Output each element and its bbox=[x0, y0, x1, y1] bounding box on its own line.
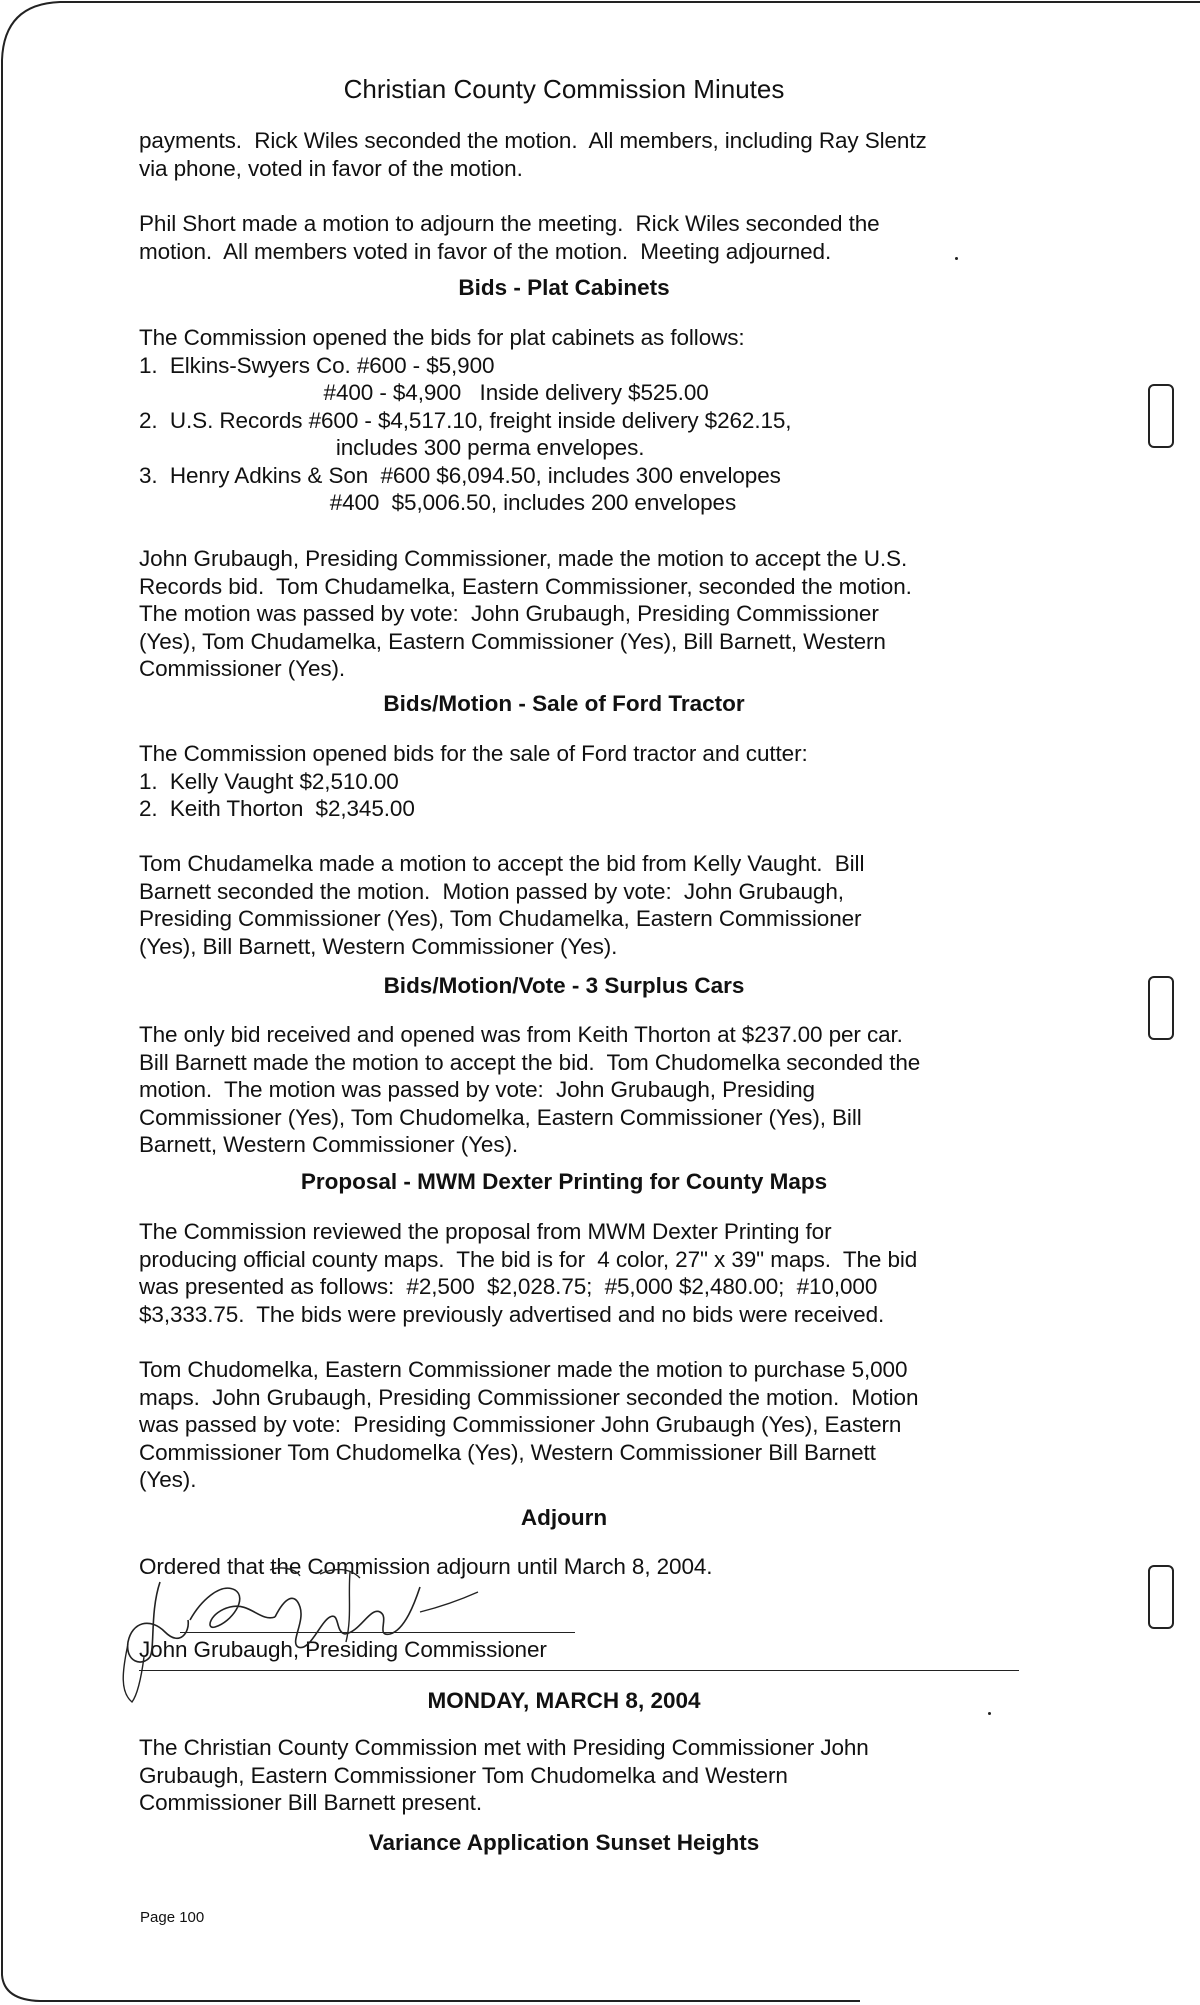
text-line: Presiding Commissioner (Yes), Tom Chudamelka, Eastern Commissioner bbox=[139, 906, 862, 931]
paragraph-motion-payments bbox=[139, 127, 1019, 182]
heading-county-maps-proposal: Proposal - MWM Dexter Printing for County Maps bbox=[300, 1169, 828, 1194]
text-line: The Commission opened the bids for plat cabinets as follows: bbox=[139, 325, 745, 350]
text-line: The only bid received and opened was from Keith Thorton at $237.00 per car. bbox=[139, 1022, 903, 1047]
text-line: Commissioner (Yes), Tom Chudomelka, Eastern Commissioner (Yes), Bill bbox=[139, 1104, 862, 1130]
binder-hole-bottom bbox=[1148, 1565, 1174, 1629]
text-line: The Commission opened bids for the sale of Ford tractor and cutter: bbox=[139, 741, 808, 766]
text-line: John Grubaugh, Presiding Commissioner, made the motion to accept the U.S. bbox=[139, 546, 908, 571]
text-line: (Yes). bbox=[139, 1467, 197, 1492]
heading-sale-of-ford-tractor: Bids/Motion - Sale of Ford Tractor bbox=[383, 691, 745, 716]
text-line: was passed by vote: Presiding Commissioner John Grubaugh (Yes), Eastern bbox=[139, 1412, 902, 1437]
text-line: John Grubaugh, Presiding Commissioner bbox=[139, 1637, 547, 1662]
list-item: 1. Elkins-Swyers Co. #600 - $5,900 bbox=[139, 352, 495, 378]
text-line: $3,333.75. The bids were previously advertised and no bids were received. bbox=[139, 1301, 885, 1327]
paragraph-tractor-vote bbox=[139, 850, 1019, 960]
list-item: 1. Kelly Vaught $2,510.00 bbox=[139, 768, 399, 794]
paragraph-tractor-bids bbox=[139, 740, 1019, 823]
binder-hole-top bbox=[1148, 384, 1174, 448]
list-item: #400 - $4,900 Inside delivery $525.00 bbox=[139, 380, 709, 405]
paragraph-maps-proposal bbox=[139, 1218, 1019, 1328]
list-item: 2. U.S. Records #600 - $4,517.10, freight inside delivery $262.15, bbox=[139, 407, 792, 433]
paragraph-adjourn-meeting bbox=[139, 210, 1019, 265]
text-line: motion. The motion was passed by vote: John Grubaugh, Presiding bbox=[139, 1077, 815, 1102]
text-line: (Yes), Bill Barnett, Western Commissioner (Yes). bbox=[139, 933, 618, 959]
heading-surplus-cars: Bids/Motion/Vote - 3 Surplus Cars bbox=[383, 973, 745, 998]
paragraph-surplus-cars bbox=[139, 1021, 1019, 1159]
text-line: The Commission reviewed the proposal from MWM Dexter Printing for bbox=[139, 1219, 832, 1244]
heading-variance-application: Variance Application Sunset Heights bbox=[368, 1830, 760, 1855]
scan-speck bbox=[988, 1712, 991, 1715]
text-line: motion. All members voted in favor of the motion. Meeting adjourned. bbox=[139, 238, 832, 264]
text-line: Barnett, Western Commissioner (Yes). bbox=[139, 1132, 519, 1157]
list-item: 3. Henry Adkins & Son #600 $6,094.50, includes 300 envelopes bbox=[139, 462, 781, 488]
text-line: The Christian County Commission met with Presiding Commissioner John bbox=[139, 1735, 869, 1760]
text-line: was presented as follows: #2,500 $2,028.75; #5,000 $2,480.00; #10,000 bbox=[139, 1274, 878, 1299]
text-line: Commissioner Tom Chudomelka (Yes), Western Commissioner Bill Barnett bbox=[139, 1439, 876, 1465]
binder-hole-middle bbox=[1148, 976, 1174, 1040]
text-line: Commissioner Bill Barnett present. bbox=[139, 1790, 482, 1815]
text-line: (Yes), Tom Chudamelka, Eastern Commissioner (Yes), Bill Barnett, Western bbox=[139, 628, 886, 654]
text-line: Ordered that the Commission adjourn until March 8, 2004. bbox=[139, 1554, 713, 1579]
text-line: maps. John Grubaugh, Presiding Commissioner seconded the motion. Motion bbox=[139, 1384, 919, 1410]
text-line: Tom Chudomelka, Eastern Commissioner made the motion to purchase 5,000 bbox=[139, 1357, 908, 1382]
text-line: Records bid. Tom Chudamelka, Eastern Commissioner, seconded the motion. bbox=[139, 573, 912, 599]
text-line: Tom Chudamelka made a motion to accept the bid from Kelly Vaught. Bill bbox=[139, 851, 865, 876]
text-line: The motion was passed by vote: John Grubaugh, Presiding Commissioner bbox=[139, 601, 879, 626]
text-line: Grubaugh, Eastern Commissioner Tom Chudomelka and Western bbox=[139, 1762, 788, 1788]
text-line: via phone, voted in favor of the motion. bbox=[139, 155, 523, 181]
list-item: includes 300 perma envelopes. bbox=[139, 435, 645, 460]
text-line: Commissioner (Yes). bbox=[139, 656, 346, 681]
paragraph-plat-cabinet-vote bbox=[139, 545, 1019, 683]
paragraph-meeting-attendance bbox=[139, 1734, 1019, 1817]
heading-meeting-date: MONDAY, MARCH 8, 2004 bbox=[427, 1688, 701, 1713]
paragraph-maps-vote bbox=[139, 1356, 1019, 1494]
page-title: Christian County Commission Minutes bbox=[343, 74, 785, 104]
heading-bids-plat-cabinets: Bids - Plat Cabinets bbox=[458, 275, 670, 300]
text-line: Bill Barnett made the motion to accept the bid. Tom Chudomelka seconded the bbox=[139, 1049, 921, 1075]
text-line: payments. Rick Wiles seconded the motion. All members, including Ray Slentz bbox=[139, 128, 927, 153]
paragraph-plat-cabinet-bids bbox=[139, 324, 1019, 517]
list-item: 2. Keith Thorton $2,345.00 bbox=[139, 796, 415, 821]
list-item: #400 $5,006.50, includes 200 envelopes bbox=[139, 490, 737, 515]
text-line: producing official county maps. The bid is for 4 color, 27" x 39" maps. The bid bbox=[139, 1246, 918, 1272]
scan-speck bbox=[955, 257, 958, 260]
page-number: Page 100 bbox=[140, 1909, 205, 1926]
text-line: Barnett seconded the motion. Motion passed by vote: John Grubaugh, bbox=[139, 878, 844, 904]
text-line: Phil Short made a motion to adjourn the meeting. Rick Wiles seconded the bbox=[139, 211, 880, 236]
section-divider bbox=[139, 1670, 1019, 1671]
heading-adjourn: Adjourn bbox=[520, 1505, 608, 1530]
